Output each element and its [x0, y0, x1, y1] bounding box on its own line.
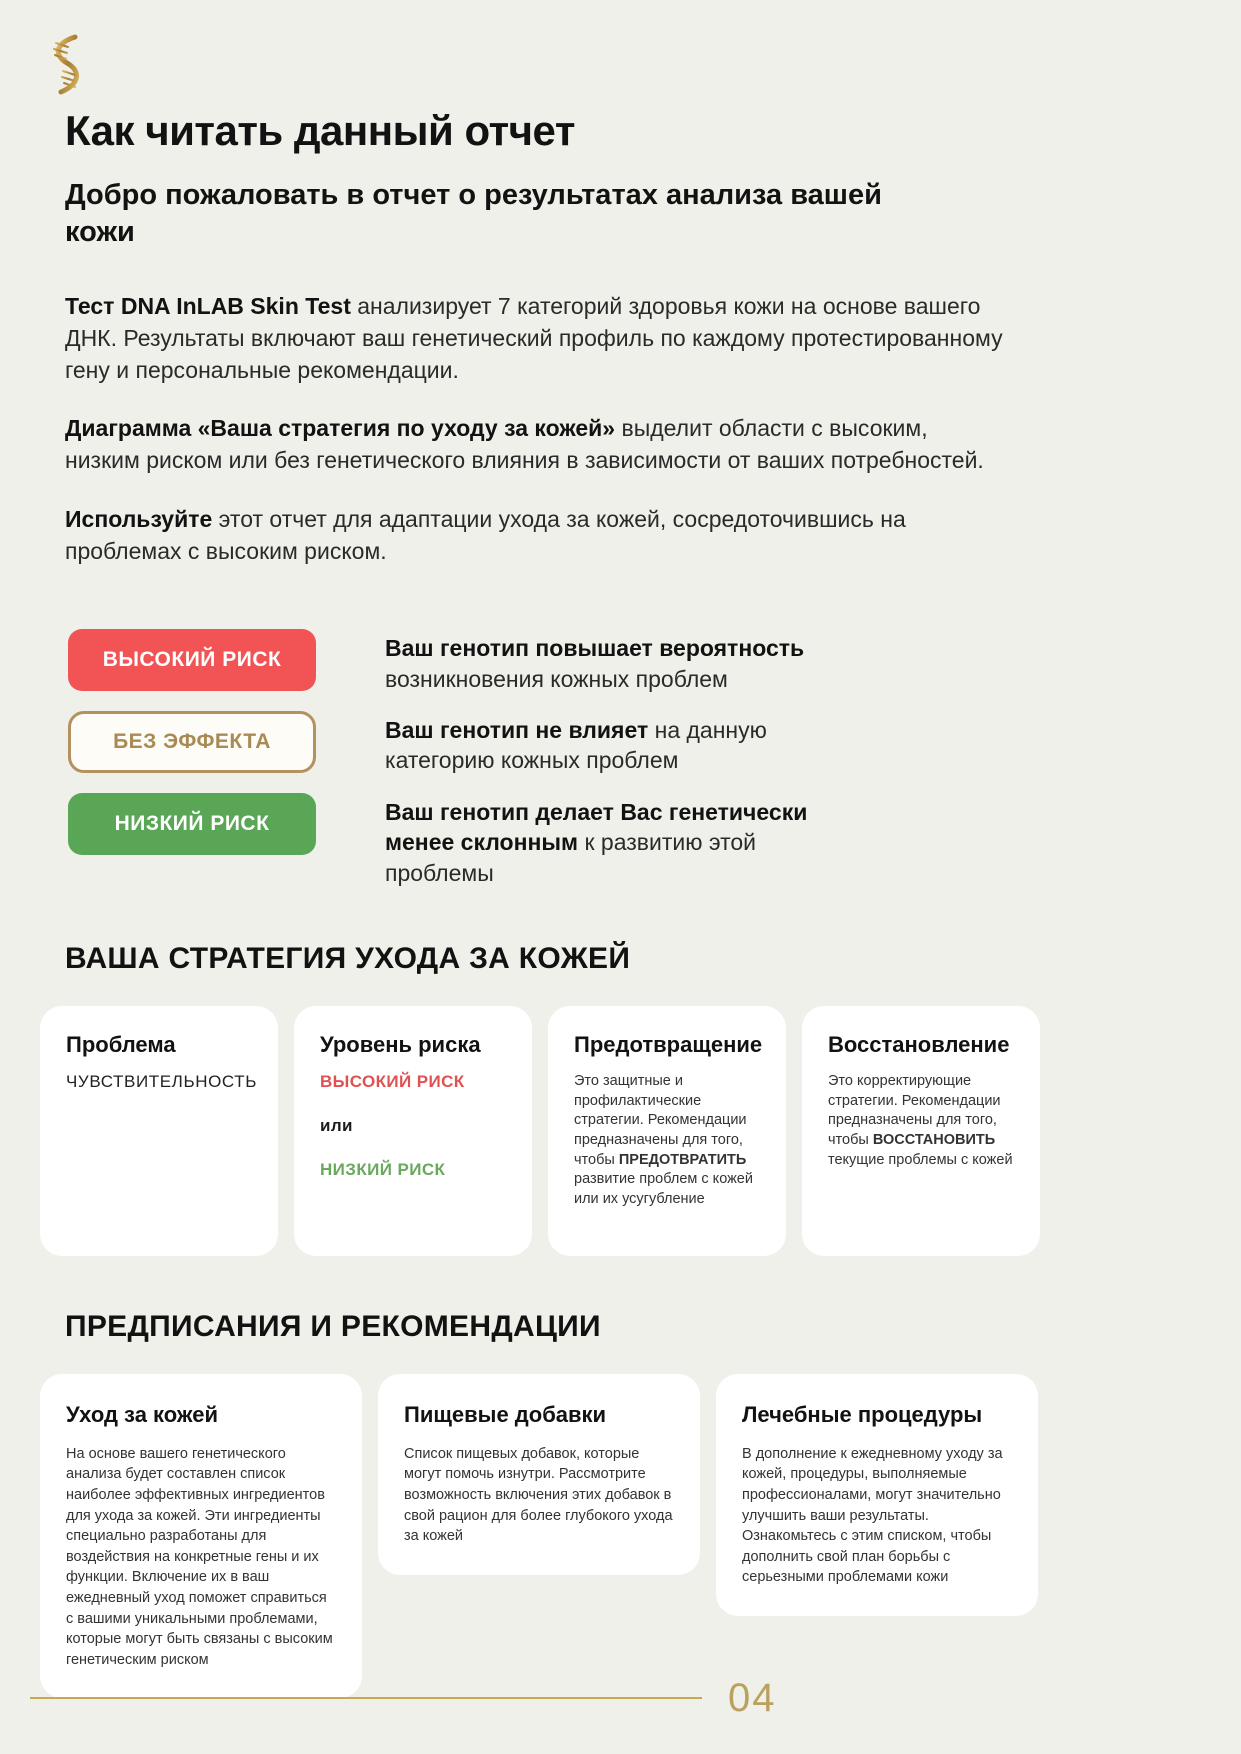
restore-body-keyword: ВОССТАНОВИТЬ: [872, 1132, 996, 1149]
prevention-body-post: развитие проблем с кожей или их усугубление: [574, 1171, 753, 1208]
intro-paragraph-1: [65, 291, 1005, 386]
intro-section: [65, 291, 1241, 567]
strategy-card-problem-title: Проблема: [66, 1031, 176, 1057]
restore-body-pre: Это корректирующие стратегии. Рекомендации предназначены для того, чтобы: [828, 1072, 1001, 1149]
prescription-card-skincare-title: Уход за кожей: [66, 1401, 218, 1427]
strategy-card-risk-title: Уровень риска: [320, 1031, 481, 1057]
intro-paragraph-2: [65, 413, 1005, 476]
risk-level-high-label: ВЫСОКИЙ РИСК: [320, 1071, 465, 1091]
risk-legend: [68, 629, 1241, 888]
strategy-card-prevention: [548, 1006, 786, 1256]
strategy-card-problem: [40, 1006, 278, 1256]
low-risk-badge: НИЗКИЙ РИСК: [68, 793, 316, 855]
legend-row-no-effect: [68, 711, 1241, 776]
prescription-card-skincare: [40, 1374, 362, 1698]
strategy-card-restore-body: [828, 1072, 1018, 1171]
high-risk-badge: ВЫСОКИЙ РИСК: [68, 629, 316, 691]
high-risk-description: [385, 629, 855, 694]
page-subtitle: Добро пожаловать в отчет о результатах анализа вашей кожи: [65, 179, 882, 249]
high-risk-description-text: возникновения кожных проблем: [385, 665, 728, 692]
no-effect-badge: БЕЗ ЭФФЕКТА: [68, 711, 316, 773]
prescription-card-procedures: [716, 1374, 1038, 1616]
no-effect-description-text: на данную категорию кожных проблем: [385, 717, 767, 774]
low-risk-description: [385, 793, 855, 888]
risk-level-or-label: или: [320, 1115, 353, 1135]
intro-paragraph-1-lead: Тест DNA InLAB Skin Test: [65, 293, 351, 320]
page-title: Как читать данный отчет: [65, 107, 575, 154]
dna-helix-icon: [44, 33, 1241, 97]
prescription-card-supplements-title: Пищевые добавки: [404, 1401, 607, 1427]
prevention-body-pre: Это защитные и профилактические стратегии. Рекомендации предназначены для того, чтобы: [574, 1072, 747, 1168]
restore-body-post: текущие проблемы с кожей: [828, 1151, 1013, 1168]
strategy-cards: [40, 1006, 1241, 1256]
high-risk-description-lead: Ваш генотип повышает вероятность: [385, 635, 805, 662]
prevention-body-keyword: ПРЕДОТВРАТИТЬ: [618, 1151, 747, 1168]
prescriptions-section-title: ПРЕДПИСАНИЯ И РЕКОМЕНДАЦИИ: [65, 1309, 601, 1343]
intro-paragraph-3: [65, 504, 1005, 567]
strategy-card-problem-value: ЧУВСТВИТЕЛЬНОСТЬ: [66, 1071, 257, 1091]
strategy-card-prevention-title: Предотвращение: [574, 1031, 763, 1057]
legend-row-low-risk: [68, 793, 1241, 888]
prescription-cards: [40, 1374, 1241, 1698]
low-risk-description-text: к развитию этой проблемы: [385, 829, 757, 886]
strategy-card-restore-title: Восстановление: [828, 1031, 1010, 1057]
intro-paragraph-1-text: анализирует 7 категорий здоровья кожи на основе вашего ДНК. Результаты включают ваш генетический профиль по каждому протестированному гену и персональные рекомендации.: [65, 293, 1003, 383]
no-effect-description: [385, 711, 855, 776]
strategy-card-restore: [802, 1006, 1040, 1256]
strategy-section-title: ВАША СТРАТЕГИЯ УХОДА ЗА КОЖЕЙ: [65, 941, 631, 975]
page-number: 04: [728, 1676, 777, 1720]
prescription-card-skincare-body: На основе вашего генетического анализа будет составлен список наиболее эффективных ингредиентов для ухода за кожей. Эти ингредиенты специально разработаны для воздействия на конкретные гены и их функции. Включение их в ваш ежедневный уход поможет справиться с вашими уникальными проблемами, которые могут быть связаны с высоким генетическим риском: [66, 1445, 333, 1668]
prescription-card-procedures-title: Лечебные процедуры: [742, 1401, 983, 1427]
prescription-card-procedures-body: В дополнение к ежедневному уходу за кожей, процедуры, выполняемые профессионалами, могут значительно улучшить ваши результаты. Ознакомьтесь с этим списком, чтобы дополнить свой план борьбы с серьезными проблемами кожи: [742, 1445, 1003, 1586]
intro-paragraph-2-lead: Диаграмма «Ваша стратегия по уходу за кожей»: [65, 415, 616, 442]
no-effect-description-lead: Ваш генотип не влияет: [385, 717, 649, 744]
intro-paragraph-3-text: этот отчет для адаптации ухода за кожей, сосредоточившись на проблемах с высоким риском.: [65, 505, 906, 564]
low-risk-description-lead: Ваш генотип делает Вас генетически менее склонным: [385, 798, 808, 856]
intro-paragraph-3-lead: Используйте: [65, 505, 213, 532]
prescription-card-supplements-body: Список пищевых добавок, которые могут помочь изнутри. Рассмотрите возможность включения этих добавок в свой рацион для более глубокого ухода за кожей: [404, 1445, 673, 1545]
intro-paragraph-2-text: выделит области с высоким, низким риском или без генетического влияния в зависимости от ваших потребностей.: [65, 415, 984, 474]
strategy-card-prevention-body: [574, 1072, 764, 1210]
footer-divider-line: [30, 1697, 702, 1699]
strategy-card-risk-level: [294, 1006, 532, 1256]
legend-row-high-risk: [68, 629, 1241, 694]
prescription-card-supplements: [378, 1374, 700, 1575]
risk-level-low-label: НИЗКИЙ РИСК: [320, 1159, 446, 1179]
